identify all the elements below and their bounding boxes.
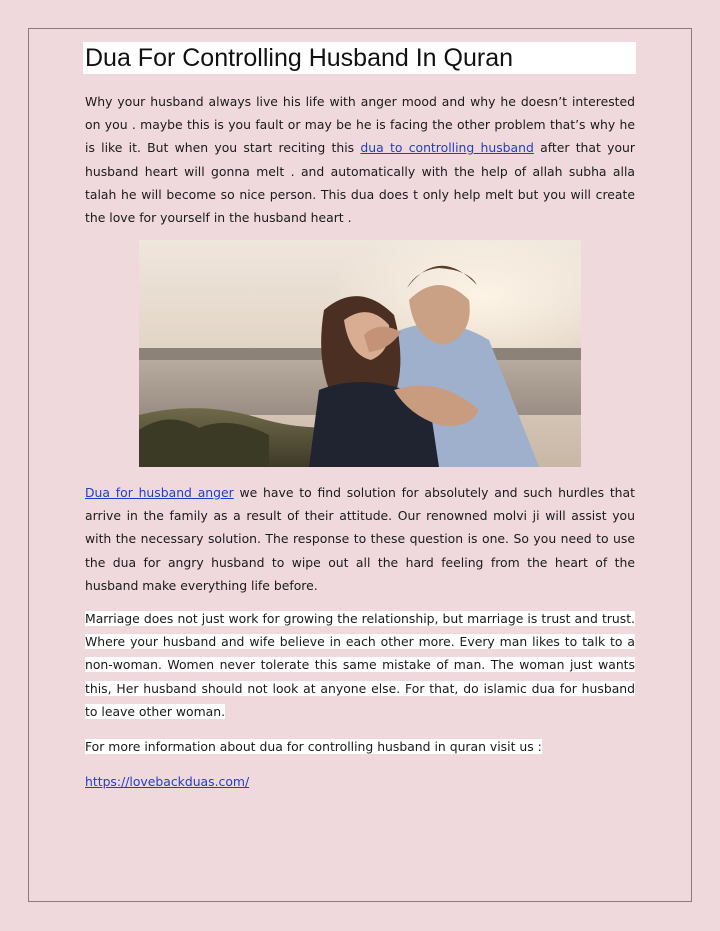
page-title: Dua For Controlling Husband In Quran: [83, 42, 636, 74]
intro-text-b: after that your husband heart will gonna melt . and automatically with the help of allah subha alla talah he will become so nice person. This dua does t only help melt but you will create the love for yourself in the husband heart .: [85, 140, 635, 226]
anger-paragraph: [85, 481, 635, 597]
website-paragraph: [85, 770, 635, 793]
anger-text: we have to find solution for absolutely and such hurdles that arrive in the family as a result of their attitude. Our renowned molvi ji will assist you with the necessary solution. The response to these question is one. So you need to use the dua for angry husband to wipe out all the hard feeling from the heart of the husband make everything life before.: [85, 485, 635, 593]
marriage-text: Marriage does not just work for growing the relationship, but marriage is trust and trust. Where your husband and wife believe in each other more. Every man likes to talk to a non-woman. Women never tolerate this same mistake of man. The woman just wants this, Her husband should not look at anyone else. For that, do islamic dua for husband to leave other woman.: [85, 611, 635, 719]
couple-photo: [139, 240, 581, 467]
dua-for-husband-anger-link[interactable]: Dua for husband anger: [85, 485, 234, 500]
marriage-paragraph: [85, 607, 635, 723]
more-info-paragraph: [85, 735, 635, 758]
more-info-text: For more information about dua for controlling husband in quran visit us :: [85, 739, 542, 754]
intro-text-a: Why your husband always live his life with anger mood and why he doesn’t interested on you . maybe this is you fault or may be he is facing the other problem that’s why he is like it. But when you start reciting this: [85, 94, 635, 156]
website-link[interactable]: https://lovebackduas.com/: [85, 774, 250, 789]
intro-paragraph: [85, 90, 635, 229]
dua-to-controlling-husband-link[interactable]: dua to controlling husband: [360, 140, 534, 156]
